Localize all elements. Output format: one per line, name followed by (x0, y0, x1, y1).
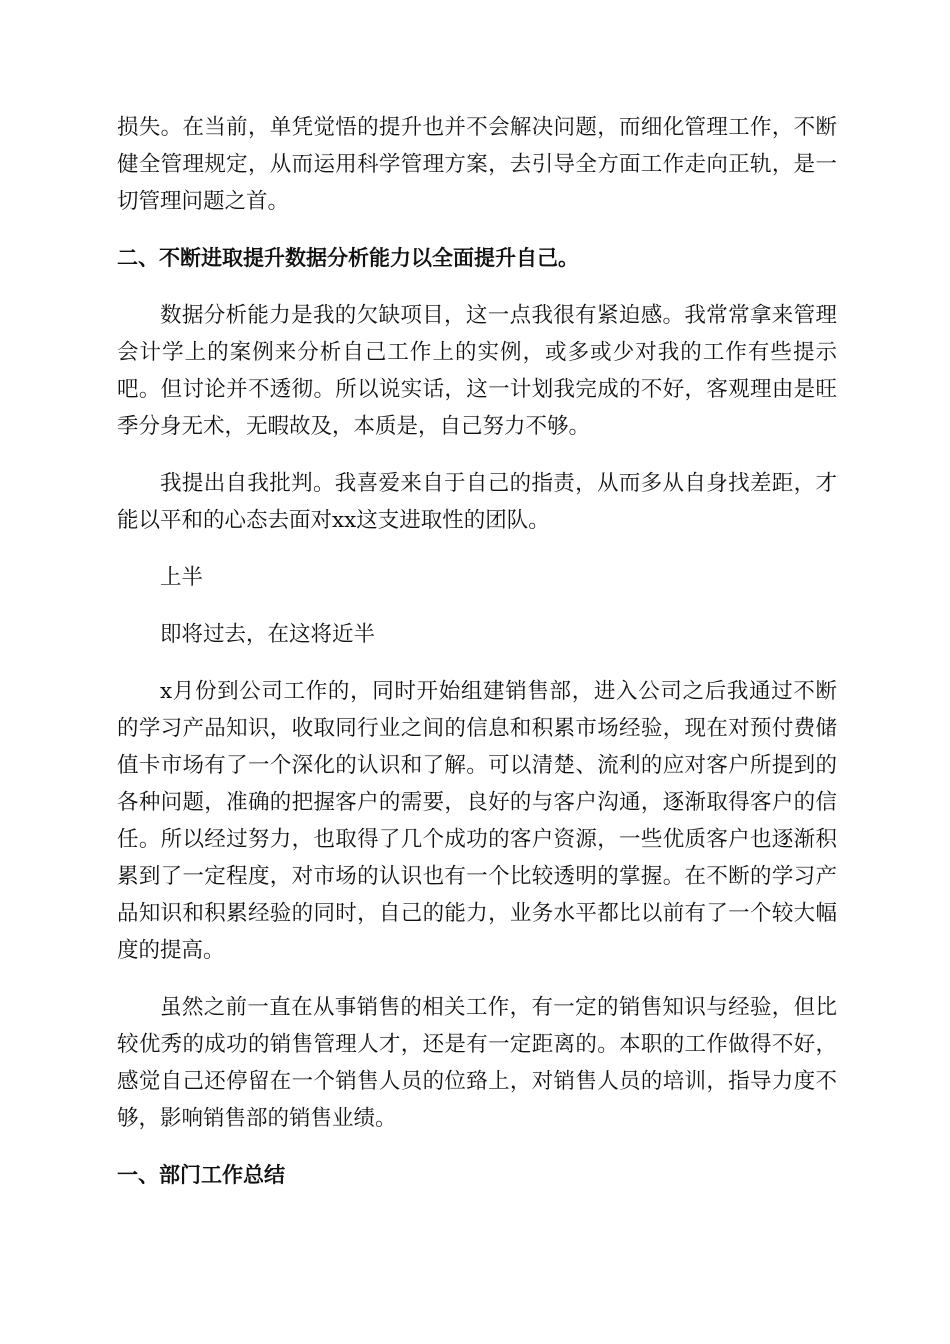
paragraph-continuation: 损失。在当前，单凭觉悟的提升也并不会解决问题，而细化管理工作，不断健全管理规定，从而运用科学管理方案，去引导全方面工作走向正轨，是一切管理问题之首。 (117, 115, 837, 214)
section-heading-1: 一、部门工作总结 (117, 1163, 285, 1187)
paragraph-data-analysis: 数据分析能力是我的欠缺项目，这一点我很有紧迫感。我常常拿来管理会计学上的案例来分析自己工作上的实例，或多或少对我的工作有些提示吧。但讨论并不透彻。所以说实话，这一计划我完成的不好，客观理由是旺季分身无术，无暇故及，本质是，自己努力不够。 (117, 303, 837, 439)
fragment-passing: 即将过去，在这将近半 (160, 622, 376, 647)
paragraph-shortcomings: 虽然之前一直在从事销售的相关工作，有一定的销售知识与经验，但比较优秀的成功的销售管理人才，还是有一定距离的。本职的工作做得不好，感觉自己还停留在一个销售人员的位臵上，对销售人员的培训，指导力度不够，影响销售部的销售业绩。 (117, 995, 837, 1131)
paragraph-self-criticism: 我提出自我批判。我喜爱来自于自己的指责，从而多从自身找差距，才能以平和的心态去面对xx这支进取性的团队。 (117, 471, 837, 533)
document-body (117, 109, 837, 1214)
paragraph-sales-work: x月份到公司工作的，同时开始组建销售部，进入公司之后我通过不断的学习产品知识，收取同行业之间的信息和积累市场经验，现在对预付费储值卡市场有了一个深化的认识和了解。可以清楚、流利的应对客户所提到的各种问题，准确的把握客户的需要，良好的与客户沟通，逐渐取得客户的信任。所以经过努力，也取得了几个成功的客户资源，一些优质客户也逐渐积累到了一定程度，对市场的认识也有一个比较透明的掌握。在不断的学习产品知识和积累经验的同时，自己的能力，业务水平都比以前有了一个较大幅度的提高。 (117, 679, 837, 963)
fragment-first-half: 上半 (160, 565, 204, 590)
section-heading-2: 二、不断进取提升数据分析能力以全面提升自己。 (117, 246, 579, 270)
